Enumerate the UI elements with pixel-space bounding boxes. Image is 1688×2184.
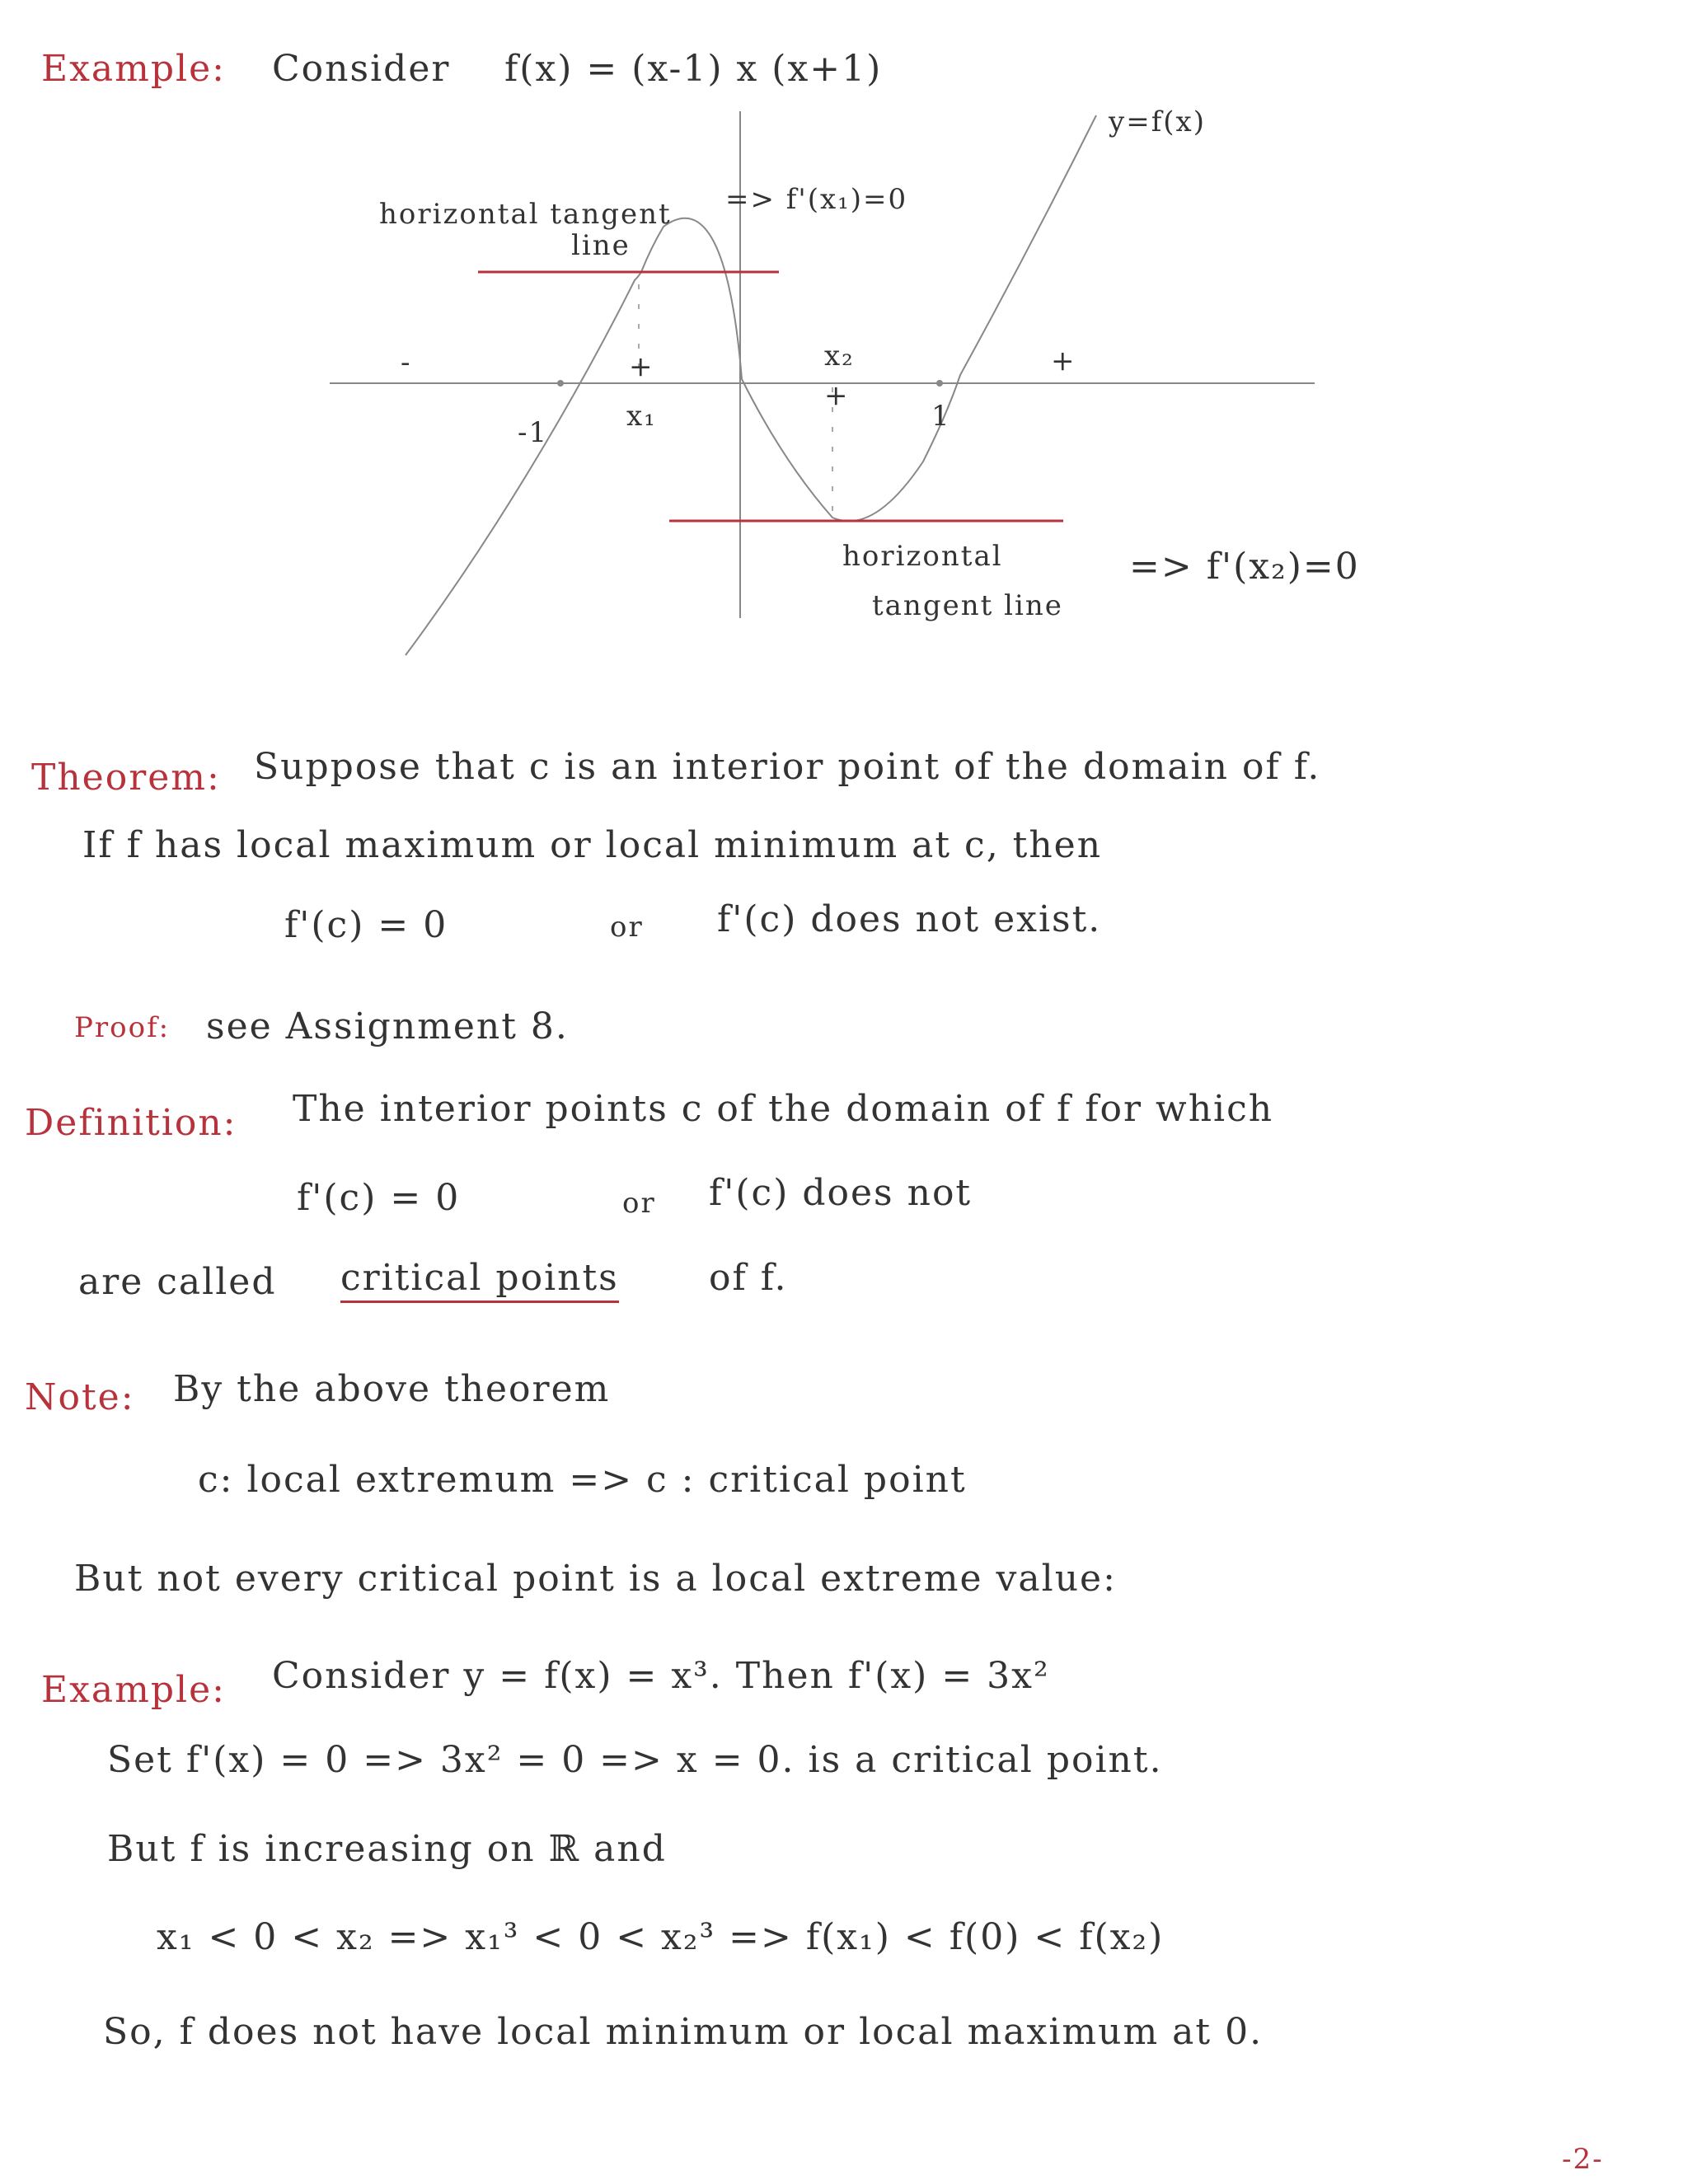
note-line-2: c: local extremum => c : critical point — [198, 1459, 967, 1501]
theorem-eq-b: f'(c) does not exist. — [717, 898, 1102, 940]
note-line-1: By the above theorem — [173, 1368, 611, 1410]
x2-label: x₂ — [824, 340, 855, 373]
note-label: Note: — [25, 1376, 135, 1418]
bottom-tangent-label: horizontal — [842, 540, 1003, 573]
theorem-label: Theorem: — [31, 757, 221, 799]
top-derivative-eq: => f'(x₁)=0 — [725, 183, 908, 216]
theorem-eq-a: f'(c) = 0 — [284, 904, 448, 946]
theorem-line-2: If f has local maximum or local minimum at c, then — [82, 824, 1103, 866]
proof-label: Proof: — [74, 1011, 171, 1044]
theorem-or: or — [610, 911, 644, 944]
example2-label: Example: — [41, 1669, 226, 1711]
function-definition: f(x) = (x-1) x (x+1) — [504, 48, 883, 90]
root-1 — [936, 380, 943, 387]
definition-eq-a: f'(c) = 0 — [297, 1177, 461, 1219]
bottom-derivative-eq: => f'(x₂)=0 — [1129, 546, 1360, 588]
top-tangent-label: horizontal tangent — [379, 198, 672, 231]
consider-word: Consider — [272, 48, 451, 90]
definition-line-3-pre: are called — [78, 1261, 277, 1303]
tick-plus-x2: + — [824, 379, 850, 412]
example2-line-2: Set f'(x) = 0 => 3x² = 0 => x = 0. is a critical point. — [107, 1739, 1163, 1781]
sign-left: - — [401, 346, 412, 379]
definition-or: or — [622, 1187, 656, 1220]
example-label: Example: — [41, 48, 226, 90]
example2-line-5: So, f does not have local minimum or local maximum at 0. — [103, 2011, 1264, 2053]
example2-line-3: But f is increasing on ℝ and — [107, 1828, 667, 1870]
definition-line-1: The interior points c of the domain of f for which — [293, 1088, 1274, 1130]
x1-label: x₁ — [626, 400, 657, 433]
definition-label: Definition: — [25, 1102, 237, 1144]
tick-neg1: -1 — [518, 416, 549, 449]
root-neg1 — [557, 380, 564, 387]
page-number: -2- — [1562, 2143, 1604, 2176]
top-tangent-label-line: line — [571, 229, 631, 262]
example2-line-1: Consider y = f(x) = x³. Then f'(x) = 3x² — [272, 1655, 1050, 1697]
theorem-line-1: Suppose that c is an interior point of the domain of f. — [254, 746, 1321, 788]
tick-1: 1 — [931, 400, 951, 433]
definition-line-3-post: of f. — [709, 1257, 788, 1299]
note-line-3: But not every critical point is a local extreme value: — [74, 1558, 1117, 1600]
sign-right: + — [1051, 344, 1076, 377]
proof-text: see Assignment 8. — [206, 1005, 569, 1047]
definition-eq-b: f'(c) does not — [709, 1172, 973, 1214]
cubic-graph — [0, 0, 1688, 676]
critical-points-term: critical points — [340, 1257, 619, 1303]
curve-label: y=f(x) — [1109, 105, 1206, 138]
bottom-tangent-label-line: tangent line — [872, 589, 1063, 622]
example2-line-4: x₁ < 0 < x₂ => x₁³ < 0 < x₂³ => f(x₁) < f(0) < f(x₂) — [157, 1916, 1165, 1958]
tick-plus-x1: + — [629, 350, 654, 383]
